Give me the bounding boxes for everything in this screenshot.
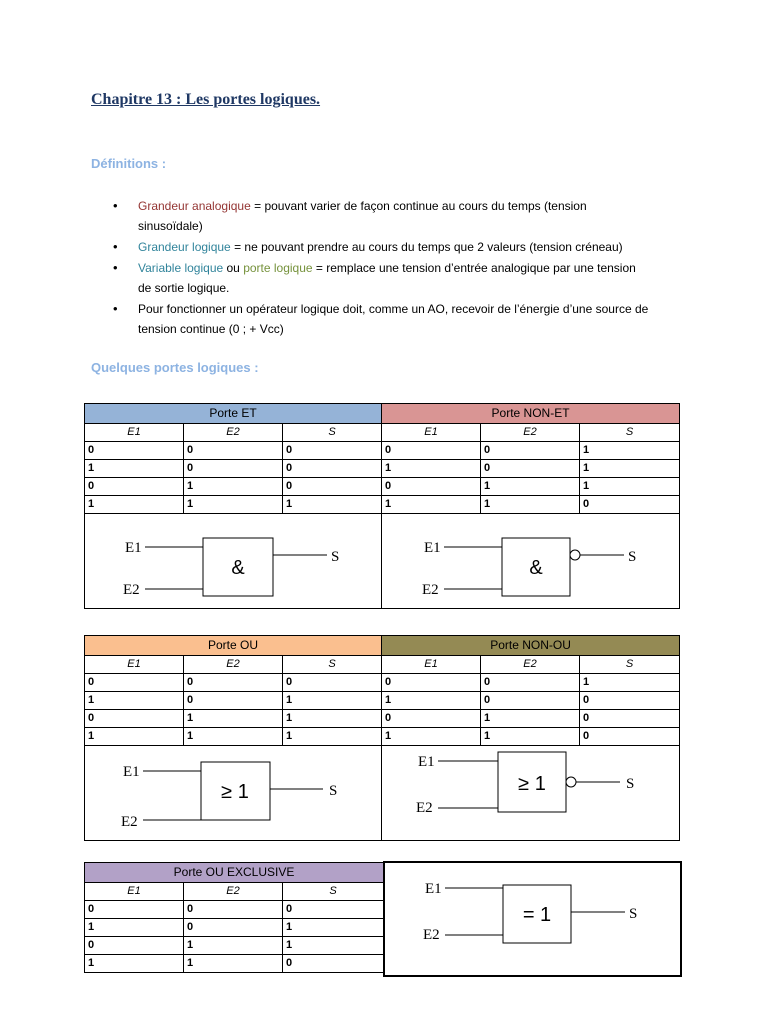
- truth-table-cell: 0: [580, 710, 680, 728]
- truth-table-row: [85, 937, 384, 955]
- truth-table-cell: 1: [382, 692, 481, 710]
- definition-item: [91, 299, 651, 339]
- input-label: E2: [416, 800, 433, 816]
- negation-circle-icon: [566, 777, 576, 787]
- truth-table-cell: 1: [85, 692, 184, 710]
- or-gate-diagram: [85, 746, 381, 840]
- gate-symbol: ≥ 1: [518, 773, 546, 795]
- truth-table-cell: 0: [481, 442, 580, 460]
- truth-table-cell: 0: [184, 901, 283, 919]
- truth-table-cell: 1: [580, 478, 680, 496]
- col-header: E1: [382, 656, 481, 674]
- col-header: S: [283, 656, 382, 674]
- gate-header-xor: Porte OU EXCLUSIVE: [85, 863, 384, 883]
- truth-table-cell: 0: [184, 674, 283, 692]
- page-title: Chapitre 13 : Les portes logiques.: [91, 91, 321, 108]
- truth-table-cell: 1: [580, 674, 680, 692]
- truth-table-row: [85, 728, 680, 746]
- col-header: E2: [481, 656, 580, 674]
- truth-table-cell: 1: [481, 728, 580, 746]
- definitions-heading: Définitions :: [91, 156, 167, 171]
- col-header: S: [283, 424, 382, 442]
- truth-table-cell: 1: [382, 460, 481, 478]
- truth-table-cell: 0: [85, 442, 184, 460]
- truth-table-cell: 1: [283, 937, 384, 955]
- truth-table-cell: 0: [184, 919, 283, 937]
- definition-text: = ne pouvant prendre au cours du temps que 2 valeurs (tension créneau): [230, 240, 623, 254]
- truth-table-cell: 1: [184, 728, 283, 746]
- truth-table-cell: 1: [382, 496, 481, 514]
- truth-table-cell: 1: [283, 496, 382, 514]
- input-label: E1: [125, 540, 142, 556]
- gates-table-ou: [84, 635, 680, 841]
- gate-symbol: &: [529, 557, 543, 579]
- truth-table-cell: 1: [184, 496, 283, 514]
- truth-table-cell: 1: [481, 478, 580, 496]
- gate-diagram-et: [85, 514, 382, 609]
- truth-table-cell: 0: [283, 460, 382, 478]
- output-label: S: [626, 776, 635, 792]
- definitions-list: [91, 196, 651, 340]
- truth-table-cell: 0: [85, 674, 184, 692]
- truth-table-cell: 0: [283, 674, 382, 692]
- gates-table-et: [84, 403, 680, 609]
- truth-table-cell: 0: [580, 728, 680, 746]
- truth-table-row: [85, 674, 680, 692]
- gate-symbol: &: [231, 557, 245, 579]
- definition-item: [91, 258, 651, 298]
- gate-header-ou: Porte OU: [85, 636, 382, 656]
- gates-table-xor: [84, 862, 384, 973]
- input-label: E1: [418, 754, 435, 770]
- gate-diagram-non-et: [382, 514, 680, 609]
- definition-item: [91, 237, 651, 257]
- truth-table-cell: 0: [382, 710, 481, 728]
- truth-table-cell: 0: [580, 496, 680, 514]
- gate-header-non-ou: Porte NON-OU: [382, 636, 680, 656]
- input-label: E2: [422, 582, 439, 598]
- definition-text: ou: [223, 261, 244, 275]
- definition-item: [91, 196, 651, 236]
- input-label: E1: [425, 881, 442, 897]
- gate-symbol: ≥ 1: [221, 781, 249, 803]
- col-header: E1: [85, 424, 184, 442]
- truth-table-row: [85, 710, 680, 728]
- col-header: E2: [184, 656, 283, 674]
- truth-table-cell: 1: [85, 919, 184, 937]
- col-header: E1: [382, 424, 481, 442]
- input-label: E1: [123, 764, 140, 780]
- gate-header-non-et: Porte NON-ET: [382, 404, 680, 424]
- definition-term: Grandeur logique: [138, 240, 231, 254]
- truth-table-cell: 0: [184, 460, 283, 478]
- truth-table-cell: 0: [382, 442, 481, 460]
- definition-term: Variable logique: [138, 261, 224, 275]
- truth-table-cell: 0: [283, 901, 384, 919]
- truth-table-cell: 1: [481, 710, 580, 728]
- truth-table-row: [85, 901, 384, 919]
- truth-table-row: [85, 955, 384, 973]
- truth-table-row: [85, 692, 680, 710]
- truth-table-cell: 1: [184, 955, 283, 973]
- truth-table-cell: 0: [85, 901, 184, 919]
- truth-table-cell: 1: [184, 937, 283, 955]
- definition-text: Pour fonctionner un opérateur logique doit, comme un AO, recevoir de l’énergie d’une source de tension continue (0 ; + Vcc): [138, 302, 649, 336]
- col-header: S: [580, 424, 680, 442]
- gate-header-et: Porte ET: [85, 404, 382, 424]
- truth-table-cell: 0: [85, 478, 184, 496]
- output-label: S: [331, 549, 340, 565]
- truth-table-cell: 1: [184, 478, 283, 496]
- input-label: E1: [424, 540, 441, 556]
- definition-text: = remplace une tension d’entrée analogique par une tension de sortie logique.: [138, 261, 636, 295]
- truth-table-cell: 1: [283, 692, 382, 710]
- truth-table-cell: 0: [481, 460, 580, 478]
- truth-table-cell: 1: [382, 728, 481, 746]
- truth-table-cell: 0: [184, 442, 283, 460]
- truth-table-cell: 0: [481, 692, 580, 710]
- col-header: E2: [184, 883, 283, 901]
- output-label: S: [629, 906, 638, 922]
- col-header: E1: [85, 656, 184, 674]
- and-gate-diagram: [85, 514, 381, 608]
- truth-table-row: [85, 460, 680, 478]
- truth-table-cell: 0: [382, 478, 481, 496]
- negation-circle-icon: [570, 550, 580, 560]
- truth-table-row: [85, 919, 384, 937]
- col-header: S: [283, 883, 384, 901]
- input-label: E2: [123, 582, 140, 598]
- definition-term: Grandeur analogique: [138, 199, 251, 213]
- truth-table-cell: 0: [184, 692, 283, 710]
- truth-table-cell: 0: [580, 692, 680, 710]
- truth-table-cell: 1: [283, 710, 382, 728]
- truth-table-cell: 1: [481, 496, 580, 514]
- output-label: S: [628, 549, 637, 565]
- truth-table-row: [85, 442, 680, 460]
- truth-table-cell: 0: [283, 955, 384, 973]
- truth-table-cell: 1: [85, 728, 184, 746]
- output-label: S: [329, 783, 338, 799]
- truth-table-cell: 1: [580, 442, 680, 460]
- col-header: E2: [481, 424, 580, 442]
- truth-table-cell: 0: [382, 674, 481, 692]
- truth-table-cell: 1: [85, 955, 184, 973]
- gate-symbol: = 1: [522, 904, 552, 926]
- truth-table-row: [85, 496, 680, 514]
- truth-table-cell: 1: [85, 496, 184, 514]
- xor-gate-diagram: [385, 863, 680, 975]
- definition-term: porte logique: [243, 261, 313, 275]
- truth-table-cell: 0: [283, 442, 382, 460]
- col-header: S: [580, 656, 680, 674]
- gates-heading: Quelques portes logiques :: [91, 360, 259, 375]
- truth-table-cell: 1: [580, 460, 680, 478]
- gate-diagram-ou: [85, 746, 382, 841]
- truth-table-cell: 1: [283, 919, 384, 937]
- truth-table-cell: 1: [184, 710, 283, 728]
- input-label: E2: [121, 814, 138, 830]
- col-header: E2: [184, 424, 283, 442]
- input-label: E2: [423, 927, 440, 943]
- gate-diagram-non-ou: [382, 746, 680, 841]
- truth-table-cell: 0: [85, 710, 184, 728]
- truth-table-cell: 0: [283, 478, 382, 496]
- truth-table-cell: 1: [85, 460, 184, 478]
- truth-table-cell: 0: [85, 937, 184, 955]
- truth-table-row: [85, 478, 680, 496]
- nor-gate-diagram: [382, 746, 678, 840]
- truth-table-cell: 1: [283, 728, 382, 746]
- truth-table-cell: 0: [481, 674, 580, 692]
- col-header: E1: [85, 883, 184, 901]
- gate-diagram-xor: [383, 861, 682, 977]
- definition-text: = pouvant varier de façon continue au cours du temps (tension sinusoïdale): [138, 199, 587, 233]
- nand-gate-diagram: [382, 514, 678, 608]
